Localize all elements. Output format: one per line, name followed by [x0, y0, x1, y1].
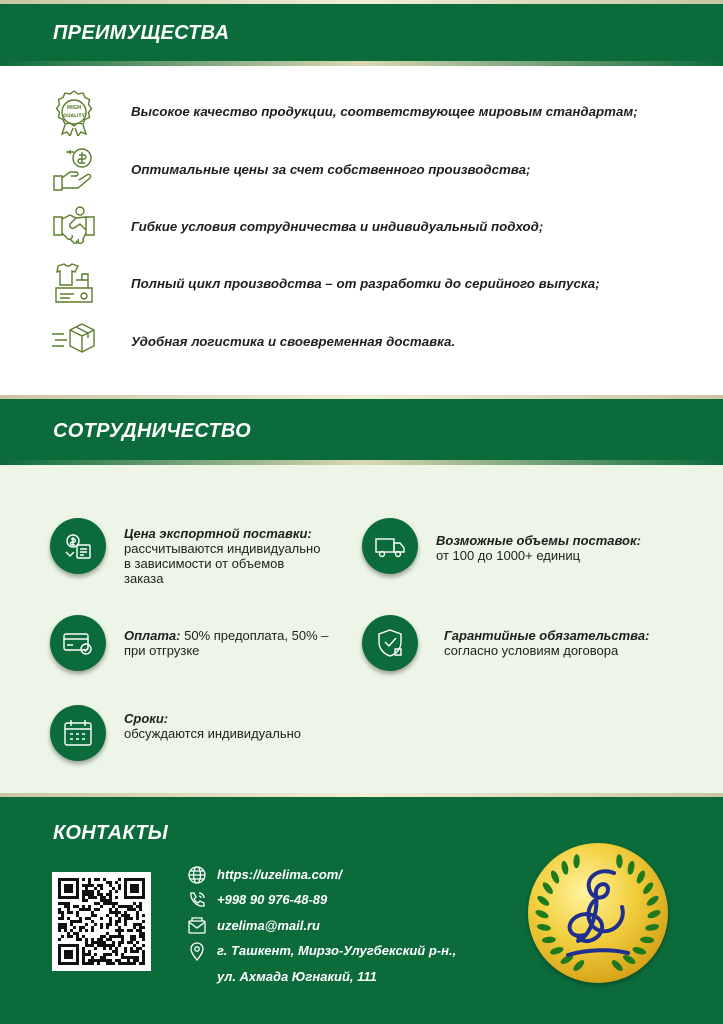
delivery-box-icon — [50, 318, 98, 366]
svg-text:QUALITY: QUALITY — [63, 114, 85, 119]
high-quality-badge-icon — [50, 88, 98, 136]
advantages-section — [0, 66, 723, 395]
cooperation-text: от 100 до 1000+ единиц — [436, 548, 581, 563]
mail-icon — [187, 916, 207, 936]
cooperation-section — [0, 465, 723, 793]
address-line-1: г. Ташкент, Мирзо-Улугбекский р-н., — [217, 943, 457, 958]
advantage-item — [0, 146, 723, 196]
globe-icon — [187, 865, 207, 885]
advantage-text: Гибкие условия сотрудничества и индивидуальный подход; — [131, 219, 544, 234]
sewing-production-icon — [50, 260, 98, 308]
phone-icon — [187, 890, 207, 910]
truck-icon — [374, 530, 406, 562]
advantage-text: Полный цикл производства – от разработки до серийного выпуска; — [131, 276, 600, 291]
contacts-title: КОНТАКТЫ — [53, 822, 169, 844]
advantages-title: ПРЕИМУЩЕСТВА — [53, 22, 230, 44]
website-link[interactable]: https://uzelima.com/ — [217, 867, 342, 882]
cooperation-label: Цена экспортной поставки: — [124, 526, 312, 541]
handshake-icon — [50, 203, 98, 251]
advantage-item — [0, 203, 723, 253]
cooperation-header — [0, 395, 723, 465]
hand-money-icon — [50, 146, 98, 194]
laurel-logo-icon — [528, 843, 668, 983]
advantage-item — [0, 88, 723, 138]
advantage-item — [0, 318, 723, 368]
calendar-icon — [62, 717, 94, 749]
cooperation-label: Возможные объемы поставок: — [436, 533, 641, 548]
shield-check-icon — [374, 627, 406, 659]
advantages-header — [0, 0, 723, 66]
qr-code[interactable] — [52, 872, 151, 971]
email-link[interactable]: uzelima@mail.ru — [217, 918, 320, 933]
credit-card-icon — [62, 627, 94, 659]
company-logo-medal — [528, 843, 668, 983]
advantage-text: Оптимальные цены за счет собственного производства; — [131, 162, 531, 177]
cooperation-text: согласно условиям договора — [444, 643, 619, 658]
cooperation-label: Гарантийные обязательства: — [444, 628, 650, 643]
address-line-2: ул. Ахмада Югнакий, 111 — [217, 969, 377, 984]
advantage-text: Удобная логистика и своевременная доставка. — [131, 334, 456, 349]
cooperation-text: рассчитываются индивидуально в зависимости от объемов заказа — [124, 541, 321, 586]
export-price-icon — [62, 530, 94, 562]
advantage-item — [0, 260, 723, 310]
location-pin-icon — [187, 941, 207, 961]
svg-text:HIGH: HIGH — [66, 105, 82, 111]
advantage-text: Высокое качество продукции, соответствующее мировым стандартам; — [131, 104, 638, 119]
qr-code-image — [58, 878, 145, 965]
cooperation-label: Сроки: — [124, 711, 169, 726]
phone-number[interactable]: +998 90 976-48-89 — [217, 892, 328, 907]
cooperation-text: 50% предоплата, 50% – при отгрузке — [124, 628, 329, 658]
cooperation-text: обсуждаются индивидуально — [124, 726, 302, 741]
cooperation-title: СОТРУДНИЧЕСТВО — [53, 420, 251, 442]
cooperation-label: Оплата: — [124, 628, 181, 643]
